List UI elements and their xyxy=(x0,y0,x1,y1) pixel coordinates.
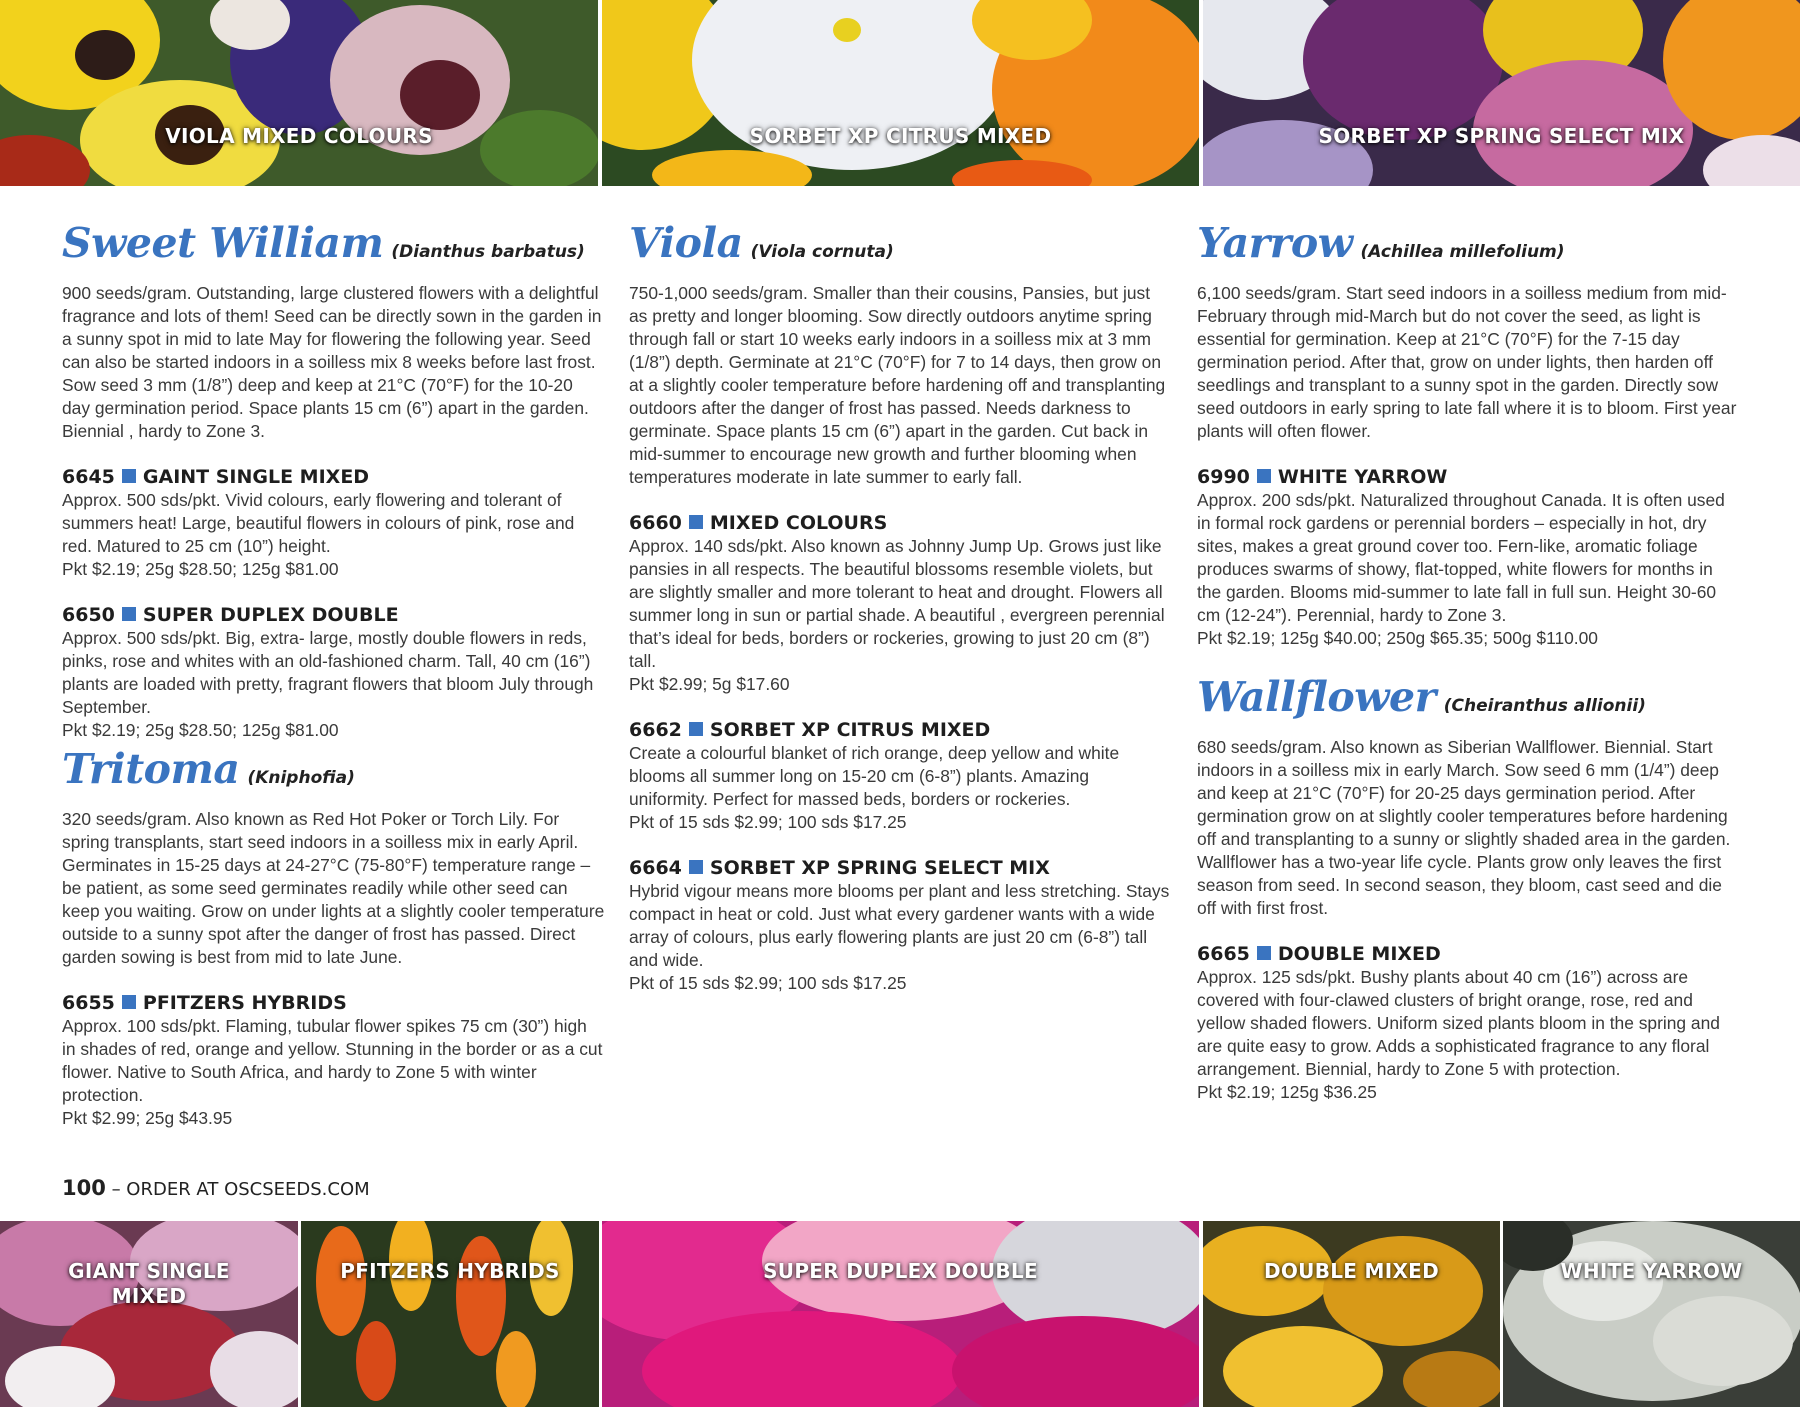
blue-square-icon xyxy=(1257,946,1271,960)
photo-giant-single-mixed xyxy=(0,1221,298,1407)
section-intro: 320 seeds/gram. Also known as Red Hot Poker or Torch Lily. For spring transplants, start seed indoors in a soilless mix in early April. Germinates in 15-25 days at 24-27°C (75-80°F) temperature range – be patient, as some seed germinates readily while other seed can keep you waiting. Grow on under lights at a slightly cooler temperature outside to a sunny spot after the danger of frost has passed. Direct garden sowing is best from mid to late June. xyxy=(62,809,605,967)
super-duplex-double-image xyxy=(602,1221,1199,1407)
column-left xyxy=(62,218,605,1130)
photo-white-yarrow xyxy=(1503,1221,1800,1407)
giant-single-mixed-image xyxy=(0,1221,298,1407)
photo-caption: WHITE YARROW xyxy=(1560,1259,1743,1283)
product-code: 6990 xyxy=(1197,466,1250,488)
photo-caption: DOUBLE MIXED xyxy=(1263,1259,1440,1283)
product-name: DOUBLE MIXED xyxy=(1277,943,1441,965)
white-yarrow-image xyxy=(1503,1221,1800,1407)
product-price: Pkt $2.99; 25g $43.95 xyxy=(62,1108,233,1128)
product-price: Pkt $2.19; 125g $40.00; 250g $65.35; 500g $110.00 xyxy=(1197,628,1598,648)
product-description: Approx. 125 sds/pkt. Bushy plants about 40 cm (16”) across are covered with four-clawed clusters of bright orange, rose, red and yellow shaded flowers. Uniform sized plants bloom in the spring and are quite easy to grow. Adds a sophisticated fragrance to any floral arrangement. Biennial, hardy to Zone 5 with protection. xyxy=(1197,967,1720,1079)
photo-caption: SORBET XP SPRING SELECT MIX xyxy=(1318,124,1685,148)
section-intro: 6,100 seeds/gram. Start seed indoors in a soilless medium from mid-February through mid-March but do not cover the seed, as light is essential for germination. Keep at 21°C (70°F) for the 7-15 day germination period. After that, grow on under lights, then harden off seedlings and transplant to a sunny spot in the garden. Directly sow seed outdoors in early spring to late fall where it is to bloom. First year plants will often flower. xyxy=(1197,283,1737,441)
product-code: 6655 xyxy=(62,992,115,1014)
product-code: 6650 xyxy=(62,604,115,626)
blue-square-icon xyxy=(689,515,703,529)
double-mixed-image xyxy=(1203,1221,1500,1407)
latin-name: (Dianthus barbatus) xyxy=(391,242,585,262)
photo-sorbet-xp-citrus-mixed xyxy=(602,0,1199,186)
pfitzers-hybrids-image xyxy=(301,1221,599,1407)
order-link[interactable]: ORDER AT OSCSEEDS.COM xyxy=(126,1179,370,1200)
plant-name: Viola xyxy=(629,219,743,267)
latin-name: (Cheiranthus allionii) xyxy=(1443,696,1646,716)
sorbet-citrus-image xyxy=(602,0,1199,186)
product-description: Approx. 140 sds/pkt. Also known as Johnny Jump Up. Grows just like pansies in all respects. The beautiful blossoms resemble violets, but are slightly smaller and more tolerant to heat and drought. Flowers all summer long in sun or partial shade. A beautiful , evergreen perennial that’s ideal for beds, borders or rockeries, growing to just 20 cm (8”) tall. xyxy=(629,536,1165,671)
blue-square-icon xyxy=(689,860,703,874)
product-name: GAINT SINGLE MIXED xyxy=(142,466,370,488)
product-description: Create a colourful blanket of rich orange, deep yellow and white blooms all summer long on 15-20 cm (6-8”) plants. Amazing uniformity. Perfect for massed beds, borders or rockeries. xyxy=(629,743,1120,809)
photo-sorbet-xp-spring-select-mix xyxy=(1203,0,1800,186)
product-title xyxy=(62,603,605,627)
page-footer xyxy=(62,1176,370,1200)
section-intro: 750-1,000 seeds/gram. Smaller than their cousins, Pansies, but just as pretty and longer blooming. Sow directly outdoors anytime spring through fall or start 10 weeks early indoors in a soilless mix at 3 mm (1/8”) depth. Germinate at 21°C (70°F) for 7 to 14 days, then grow on at a slightly cooler temperature before hardening off and transplanting outdoors after the danger of frost has passed. Needs darkness to germinate. Space plants 15 cm (6”) apart in the garden. Cut back in mid-summer to encourage new growth and further blooming when temperatures moderate in late summer to early fall. xyxy=(629,283,1166,487)
product-price: Pkt $2.19; 25g $28.50; 125g $81.00 xyxy=(62,559,339,579)
latin-name: (Kniphofia) xyxy=(247,768,355,788)
section-heading-tritoma xyxy=(62,744,605,804)
product-title xyxy=(1197,942,1740,966)
footer-separator: – xyxy=(105,1179,127,1200)
viola-mixed-colours-image xyxy=(0,0,598,186)
blue-square-icon xyxy=(122,469,136,483)
blue-square-icon xyxy=(122,607,136,621)
plant-name: Tritoma xyxy=(62,745,240,793)
product-description: Approx. 200 sds/pkt. Naturalized throughout Canada. It is often used in formal rock gardens or perennial borders – especially in hot, dry sites, makes a great ground cover too. Fern-like, aromatic foliage produces swarms of showy, flat-topped, white flowers for months in the garden. Blooms mid-summer to late fall in full sun. Height 30-60 cm (12-24”). Perennial, hardy to Zone 3. xyxy=(1197,490,1725,625)
product-code: 6645 xyxy=(62,466,115,488)
section-heading-wallflower xyxy=(1197,672,1740,732)
blue-square-icon xyxy=(689,722,703,736)
product-price: Pkt of 15 sds $2.99; 100 sds $17.25 xyxy=(629,973,907,993)
plant-name: Sweet William xyxy=(62,219,384,267)
blue-square-icon xyxy=(122,995,136,1009)
photo-double-mixed xyxy=(1203,1221,1500,1407)
product-description: Hybrid vigour means more blooms per plant and less stretching. Stays compact in heat or cold. Just what every gardener wants with a wide array of colours, plus early flowering plants are just 20 cm (6-8”) tall and wide. xyxy=(629,881,1170,970)
photo-caption: SORBET XP CITRUS MIXED xyxy=(749,124,1052,148)
product-title xyxy=(62,991,605,1015)
product-name: SORBET XP SPRING SELECT MIX xyxy=(709,857,1050,879)
product-name: PFITZERS HYBRIDS xyxy=(142,992,347,1014)
plant-name: Yarrow xyxy=(1197,219,1353,267)
photo-super-duplex-double xyxy=(602,1221,1199,1407)
product-title xyxy=(629,718,1172,742)
section-heading-sweet-william xyxy=(62,218,605,278)
product-title xyxy=(62,465,605,489)
product-price: Pkt $2.19; 25g $28.50; 125g $81.00 xyxy=(62,720,339,740)
product-code: 6662 xyxy=(629,719,682,741)
photo-caption: VIOLA MIXED COLOURS xyxy=(165,124,433,148)
latin-name: (Achillea millefolium) xyxy=(1360,242,1565,262)
section-intro: 900 seeds/gram. Outstanding, large clustered flowers with a delightful fragrance and lots of them! Seed can be directly sown in the garden in a sunny spot in mid to late May for flowering the following year. Seed can also be started indoors in a soilless mix 8 weeks before last frost. Sow seed 3 mm (1/8”) deep and keep at 21°C (70°F) for the 10-20 day germination period. Space plants 15 cm (6”) apart in the garden. Biennial , hardy to Zone 3. xyxy=(62,283,602,441)
product-code: 6664 xyxy=(629,857,682,879)
column-middle xyxy=(629,218,1172,995)
product-name: MIXED COLOURS xyxy=(709,512,888,534)
product-code: 6660 xyxy=(629,512,682,534)
photo-caption: GIANT SINGLE MIXED xyxy=(68,1259,230,1308)
product-description: Approx. 100 sds/pkt. Flaming, tubular flower spikes 75 cm (30”) high in shades of red, orange and yellow. Stunning in the border or as a cut flower. Native to South Africa, and hardy to Zone 5 with winter protection. xyxy=(62,1016,603,1105)
product-price: Pkt of 15 sds $2.99; 100 sds $17.25 xyxy=(629,812,907,832)
product-title xyxy=(1197,465,1740,489)
section-intro: 680 seeds/gram. Also known as Siberian Wallflower. Biennial. Start indoors in a soilless mix in early March. Sow seed 6 mm (1/4”) deep and keep at 21°C (70°F) for 20-25 days germination period. After germination grow on at slightly cooler temperatures before hardening off and transplanting to a sunny or slightly shaded area in the garden. Wallflower has a two-year life cycle. Plants grow only leaves the first season from seed. In second season, they bloom, cast seed and die off with first frost. xyxy=(1197,737,1731,918)
photo-pfitzers-hybrids xyxy=(301,1221,599,1407)
section-heading-yarrow xyxy=(1197,218,1740,278)
product-title xyxy=(629,856,1172,880)
photo-viola-mixed-colours xyxy=(0,0,598,186)
blue-square-icon xyxy=(1257,469,1271,483)
photo-caption: PFITZERS HYBRIDS xyxy=(340,1259,560,1283)
section-heading-viola xyxy=(629,218,1172,278)
product-name: SORBET XP CITRUS MIXED xyxy=(709,719,991,741)
product-price: Pkt $2.99; 5g $17.60 xyxy=(629,674,790,694)
sorbet-spring-image xyxy=(1203,0,1800,186)
product-name: SUPER DUPLEX DOUBLE xyxy=(142,604,399,626)
product-description: Approx. 500 sds/pkt. Big, extra- large, mostly double flowers in reds, pinks, rose and whites with an old-fashioned charm. Tall, 40 cm (16”) plants are loaded with pretty, fragrant flowers that bloom July through September. xyxy=(62,628,594,717)
plant-name: Wallflower xyxy=(1197,673,1436,721)
product-name: WHITE YARROW xyxy=(1277,466,1448,488)
product-code: 6665 xyxy=(1197,943,1250,965)
column-right xyxy=(1197,218,1740,1104)
latin-name: (Viola cornuta) xyxy=(750,242,894,262)
page-number: 100 xyxy=(62,1176,106,1200)
product-title xyxy=(629,511,1172,535)
photo-caption: SUPER DUPLEX DOUBLE xyxy=(763,1259,1038,1283)
product-price: Pkt $2.19; 125g $36.25 xyxy=(1197,1082,1377,1102)
product-description: Approx. 500 sds/pkt. Vivid colours, early flowering and tolerant of summers heat! Large, beautiful flowers in colours of pink, rose and red. Matured to 25 cm (10”) height. xyxy=(62,490,575,556)
